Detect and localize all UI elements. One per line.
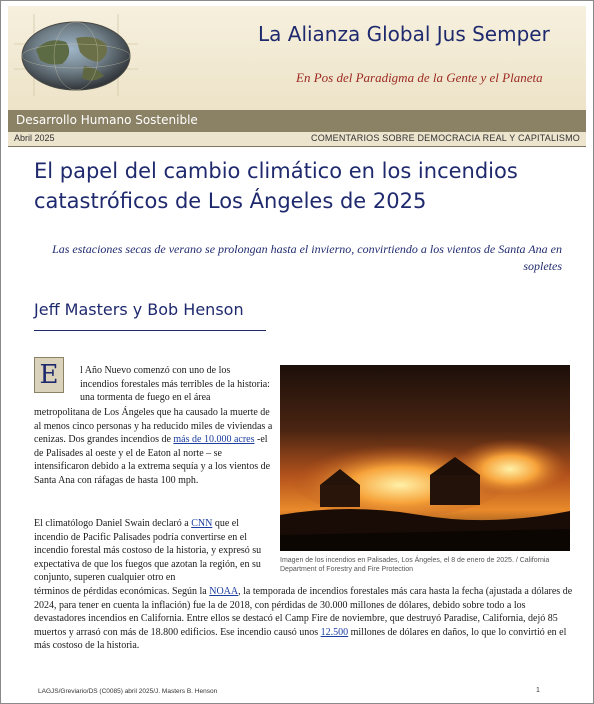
series-name: COMENTARIOS SOBRE DEMOCRACIA REAL Y CAPITALISMO <box>311 133 580 143</box>
photo-caption: Imagen de los incendios en Palisades, Los Ángeles, el 8 de enero de 2025. / California Department of Forestry and Fire Protection <box>280 557 550 573</box>
noaa-link[interactable]: NOAA <box>209 586 239 597</box>
article-authors: Jeff Masters y Bob Henson <box>34 300 244 319</box>
article-subtitle: Las estaciones secas de verano se prolongan hasta el invierno, convirtiendo a los vientos de Santa Ana en sopletes <box>52 242 562 273</box>
masthead <box>8 6 586 110</box>
footer-citation: LAGJS/Greviario/DS (C0085) abril 2025/J. Masters B. Henson <box>38 688 218 695</box>
publication-title: La Alianza Global Jus Semper <box>258 22 550 46</box>
page-number: 1 <box>536 687 540 694</box>
cnn-link[interactable]: CNN <box>191 518 213 529</box>
paragraph-3-text-a: términos de pérdidas económicas. Según la <box>34 586 210 597</box>
paragraph-1-text-b: -el de Palisades al oeste y el de Eaton al norte – se intensificaron debido a la extrema sequía y a los vientos de Santa Ana con ráfagas de hasta 100 mph. <box>34 434 271 486</box>
damages-link[interactable]: 12.500 <box>320 626 349 638</box>
paragraph-3-text-b: , la temporada de incendios forestales más cara hasta la fecha (ajustada a dólares de 2024, para tener en cuenta la inflación) fue la de 2018, con pérdidas de 30.000 millones de dólares, debido sobre todo a los devastadores incendios en California. Entre ellos se destacó el Camp Fire de noviembre, que destruyó Paradise, California, dejó 85 muertos y arrasó con más de 18.800 edificios. Ese incendio causó unos <box>34 586 573 638</box>
section-label: Desarrollo Humano Sostenible <box>16 113 198 127</box>
article-title: El papel del cambio climático en los incendios catastróficos de Los Ángeles de 2025 <box>34 159 518 213</box>
paragraph-3-text-c: millones de dólares en daños, lo que lo convirtió en el más costoso de la historia. <box>34 626 567 651</box>
issue-date: Abril 2025 <box>14 133 55 143</box>
author-rule <box>34 330 266 331</box>
paragraph-1-intro: l Año Nuevo comenzó con uno de los incendios forestales más terribles de la historia: una tormenta de fuego en el área <box>80 365 270 403</box>
acres-link[interactable]: más de 10.000 acres <box>173 434 255 445</box>
paragraph-1-text-a: metropolitana de Los Ángeles que ha causado la muerte de al menos cinco personas y ha reducido miles de viviendas a cenizas. Dos grandes incendios de <box>34 407 273 445</box>
paragraph-2-text-b: que el incendio de Pacific Palisades podría convertirse en el incendio forestal más costoso de la historia, y expresó su expectativa de que los fuegos que azotan la región, en su conjunto, superen cualquier otro en <box>34 518 262 583</box>
drop-cap: E <box>34 357 64 393</box>
section-band <box>8 110 586 132</box>
paragraph-3 <box>34 585 574 653</box>
paragraph-2 <box>34 517 274 585</box>
globe-logo-icon <box>14 14 138 96</box>
paragraph-1-main <box>34 406 274 487</box>
meta-row <box>8 132 586 147</box>
wildfire-photo <box>280 365 570 551</box>
paragraph-2-text-a: El climatólogo Daniel Swain declaró a <box>34 518 192 529</box>
publication-subtitle: En Pos del Paradigma de la Gente y el Planeta <box>296 70 543 85</box>
